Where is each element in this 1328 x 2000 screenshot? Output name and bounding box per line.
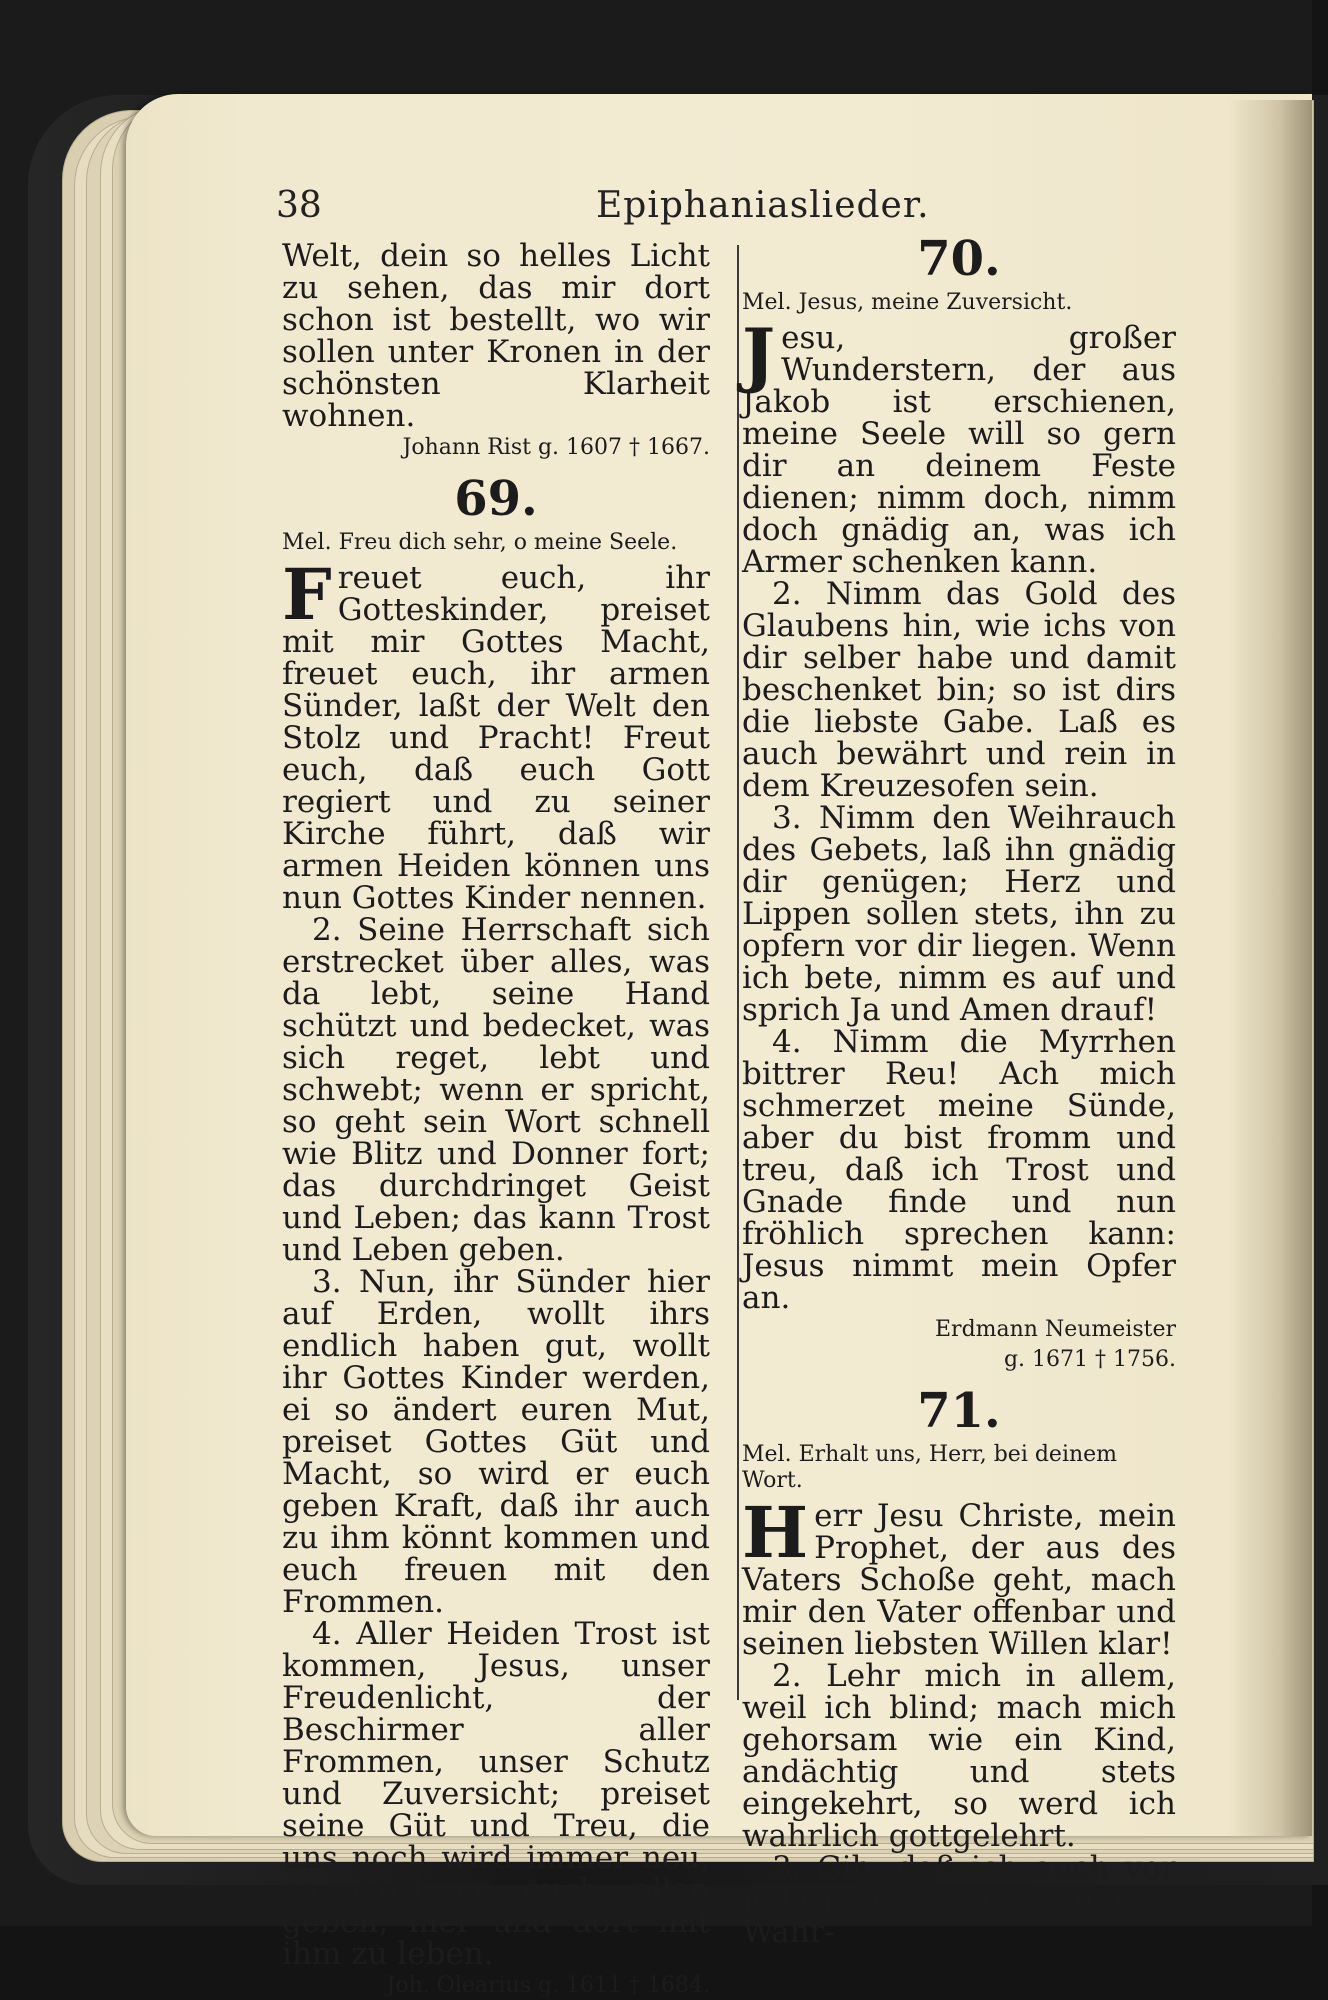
hymn-number: 70. — [917, 231, 1001, 287]
hymn-verse — [742, 313, 1176, 580]
hymn-attribution: Joh. Olearius g. 1611 † 1684. — [386, 1973, 710, 1998]
verse-continuation: Welt, dein so helles Licht zu sehen, das mir dort schon ist bestellt, wo wir sollen unter Kronen in der schönsten Klarheit wohnen. — [282, 238, 710, 434]
hymn-number: 69. — [454, 471, 538, 527]
hymn-attribution-name: Erdmann Neumeister — [935, 1317, 1176, 1342]
hymn-melody: Mel. Erhalt uns, Herr, bei deinem Wort. — [742, 1442, 1118, 1493]
hymn-verse: 3. Nun, ihr Sünder hier auf Erden, wollt ihrs endlich haben gut, wollt ihr Gottes Kinder werden, ei so ändert euren Mut, preiset Gottes Güt und Macht, so wird er euch geben Kraft, daß ihr auch zu ihm könnt kommen und euch freuen mit den Frommen. — [282, 1264, 710, 1620]
page-gutter-shadow — [1228, 100, 1312, 1836]
hymn-verse: 3. Gib, daß ich auch vor jedermann von deiner Wahr- — [742, 1850, 1176, 1950]
hymn-attribution-dates: g. 1671 † 1756. — [1003, 1347, 1176, 1372]
right-column — [742, 222, 1176, 1948]
hymn-verse: 2. Seine Herrschaft sich erstrecket über alles, was da lebt, seine Hand schützt und bedecket, was sich reget, lebt und schwebt; wenn er spricht, so geht sein Wort schnell wie Blitz und Donner fort; das durchdringet Geist und Leben; das kann Trost und Leben geben. — [282, 912, 710, 1268]
verse-text: reuet euch, ihr Gotteskinder, preiset mit mir Gottes Macht, freuet euch, ihr armen Sünder, laßt der Welt den Stolz und Pracht! Freut euch, daß euch Gott regiert und zu seiner Kirche führt, daß wir armen Heiden können uns nun Gottes Kinder nennen. — [282, 560, 710, 916]
left-column — [282, 240, 710, 2000]
running-title: Epiphaniaslieder. — [596, 185, 930, 226]
hymn-verse: 3. Nimm den Weihrauch des Gebets, laß ihn gnädig dir genügen; Herz und Lippen sollen stets, ihn zu opfern vor dir liegen. Wenn ich bete, nimm es auf und sprich Ja und Amen drauf! — [742, 800, 1176, 1028]
drop-cap: J — [742, 313, 776, 396]
hymn-verse: 4. Nimm die Myrrhen bittrer Reu! Ach mich schmerzet meine Sünde, aber du bist fromm und treu, daß ich Trost und Gnade finde und nun fröhlich sprechen kann: Jesus nimmt mein Opfer an. — [742, 1024, 1176, 1316]
drop-cap: F — [282, 553, 332, 636]
page-number: 38 — [276, 185, 322, 226]
verse-text: err Jesu Christe, mein Prophet, der aus des Vaters Schoße geht, mach mir den Vater offenbar und seinen liebsten Willen klar! — [742, 1498, 1176, 1662]
hymn-number: 71. — [917, 1383, 1001, 1439]
hymn-verse: 4. Aller Heiden Trost ist kommen, Jesus, unser Freudenlicht, der Beschirmer aller Frommen, unser Schutz und Zuversicht; preiset seine Güt und Treu, die uns noch wird immer neu, so wird er euch allen geben, hier und dort mit ihm zu leben. — [282, 1616, 710, 1972]
hymn-verse — [282, 553, 710, 916]
hymn-melody: Mel. Freu dich sehr, o meine Seele. — [282, 530, 678, 555]
column-divider — [737, 245, 739, 1700]
hymn-verse — [742, 1491, 1176, 1662]
hymn-attribution: Johann Rist g. 1607 † 1667. — [402, 435, 710, 460]
hymn-verse: 2. Lehr mich in allem, weil ich blind; mach mich gehorsam wie ein Kind, andächtig und stets eingekehrt, so werd ich wahrlich gottgelehrt. — [742, 1658, 1176, 1854]
hymn-verse: 2. Nimm das Gold des Glaubens hin, wie ichs von dir selber habe und damit beschenket bin; so ist dirs die liebste Gabe. Laß es auch bewährt und rein in dem Kreuzesofen sein. — [742, 576, 1176, 804]
drop-cap: H — [742, 1491, 809, 1574]
hymn-melody: Mel. Jesus, meine Zuversicht. — [742, 290, 1073, 315]
verse-text: esu, großer Wunderstern, der aus Jakob ist erschienen, meine Seele will so gern dir an deinem Feste dienen; nimm doch, nimm doch gnädig an, was ich Armer schenken kann. — [742, 320, 1176, 580]
